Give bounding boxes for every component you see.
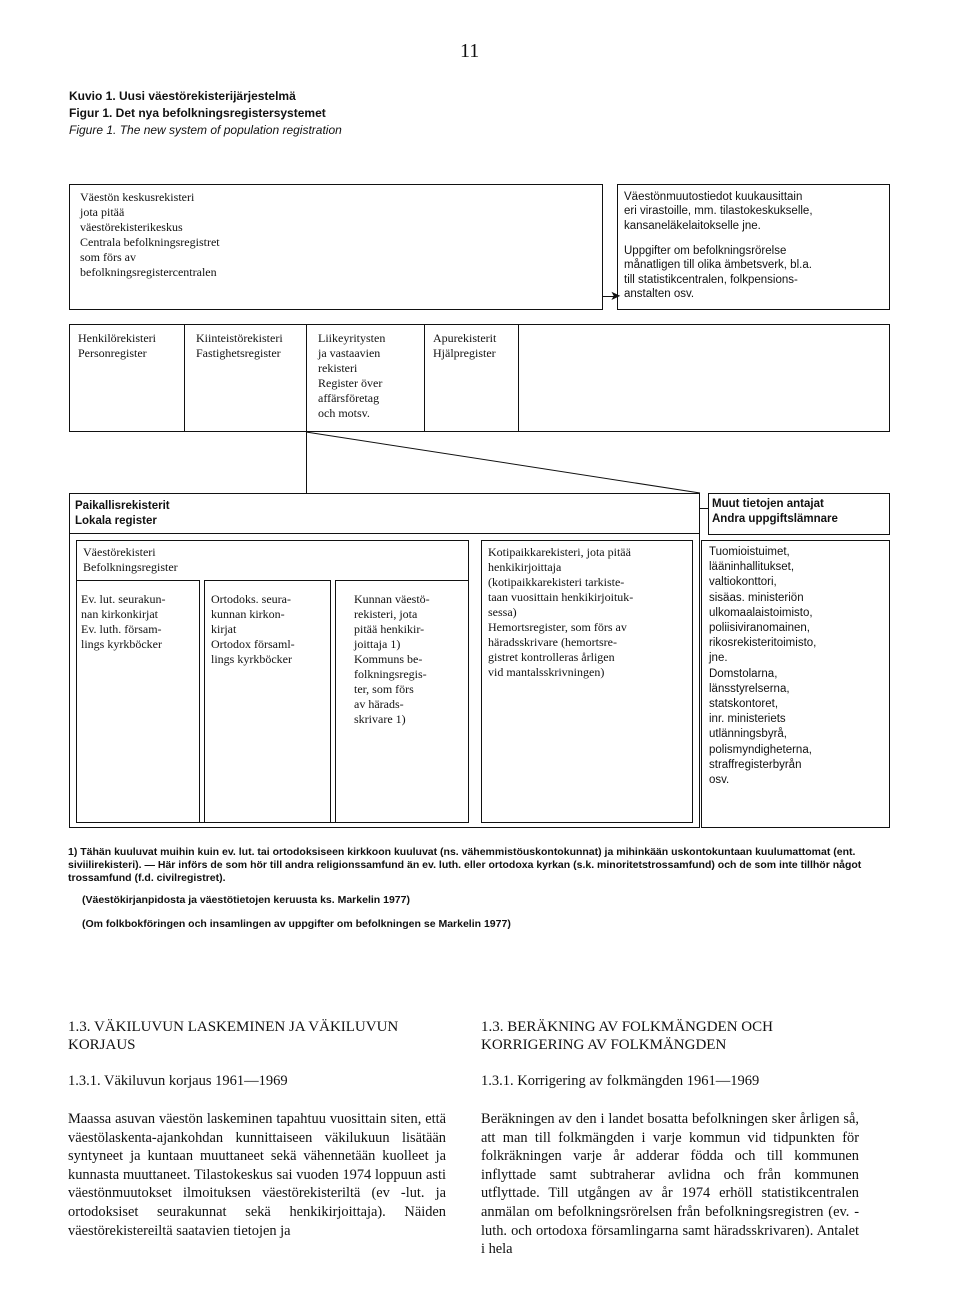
section-heading-sv: 1.3. BERÄKNING AV FOLKMÄNGDEN OCH KORRIGERING AV FOLKMÄNGDEN [481,1019,773,1053]
footnote-1: 1) Tähän kuuluvat muihin kuin ev. lut. tai ortodoksiseen kirkkoon kuuluvat (ns. vähemmistöuskontokunnat) ja mihinkään uskontokuntaan kuulumattomat (ent. siviilirekisteri). — Här införs de som hör till andra religionssamfund än ev. luth. eller ortodoxa kyrkan (s.k. minoritetstrossamfund) och de som inte tillhör något trossamfund (f.d. civilregistret). [68,846,862,884]
caption-en: Figure 1. The new system of population registration [69,123,342,137]
municipal-register-text: Kunnan väestö- rekisteri, jota pitää henkikir- joittaja 1) Kommuns be- folkningsregis- ter, som förs av härads- skrivare 1) [354,592,430,726]
paragraph-sv: Beräkningen av den i landet bosatta befolkningen sker årligen så, att man till folkmängden i varje kommun vid tidpunkten för folkräkningen varje år adderar födda och till kommunen inflyttade samt subtraherar avlidna och från kommunen utflyttade. Till utgången av år 1974 erhöll statistikcentralen anmälan om befolkningsrörelsen från befolkningsregistren (ev. -luth. och ortodoxa församlingarna samt häradsskrivaren). Antalet i hela [481,1111,859,1258]
church-orthodox-text: Ortodoks. seura- kunnan kirkon- kirjat Ortodox församl- lings kyrkböcker [211,592,295,666]
caption-fi: Kuvio 1. Uusi väestörekisterijärjestelmä [69,89,296,103]
section-heading-fi: 1.3. VÄKILUVUN LASKEMINEN JA VÄKILUVUN KORJAUS [68,1019,399,1053]
subsection-heading-fi: 1.3.1. Väkiluvun korjaus 1961—1969 [68,1073,288,1089]
footnote-source-sv: (Om folkbokföringen och insamlingen av uppgifter om befolkningen se Markelin 1977) [82,918,511,930]
paragraph-fi: Maassa asuvan väestön laskeminen tapahtuu vuosittain siten, että väestölaskenta-ajankohdan kunnittaiseen väkilukuun lisätään syntyneet ja kuntaan muuttaneet sekä vähennetään kuolleet ja kunnasta muuttaneet. Tilastokeskus sai vuoden 1974 loppuun asti väestönmuutokset ilmoituksen väestörekisteriltä (ev -lut. ja ortodoksiset seurakunnat sekä henkikirjoittaja). Näiden väestörekistereiltä saatavien tietojen ja [68,1111,446,1239]
page-number: 11 [460,40,480,62]
subregister-business: Liikeyritysten ja vastaavien rekisteri Register över affärsföretag och motsv. [318,331,386,420]
footnote-source-fi: (Väestökirjanpidosta ja väestötietojen keruusta ks. Markelin 1977) [82,894,410,906]
caption-sv: Figur 1. Det nya befolkningsregistersystemet [69,106,326,120]
outputs-text-fi: Väestönmuutostiedot kuukausittain eri virastoille, mm. tilastokeskukselle, kansaneläkelaitokselle jne. [624,191,813,232]
outputs-text-sv: Uppgifter om befolkningsrörelse månatligen till olika ämbetsverk, bl.a. till statistikcentralen, folkpensions- anstalten osv. [624,245,812,301]
subsection-heading-sv: 1.3.1. Korrigering av folkmängden 1961—1969 [481,1073,760,1089]
link-line [700,508,708,509]
domicile-register-text: Kotipaikkarekisteri, jota pitää henkikirjoittaja (kotipaikkarekisteri tarkiste- taan vuosittain henkikirjoituk- sessa) Hemortsregister, som förs av häradsskrivare (hemortsre- gistret kontrolleras årligen vid mantalsskrivningen) [488,545,634,679]
population-register-header: Väestörekisteri Befolkningsregister [83,545,178,574]
other-providers-text: Tuomioistuimet, lääninhallitukset, valtiokonttori, sisäas. ministeriön ulkomaalaistoimisto, poliisiviranomainen, rikosrekisteritoimisto, jne. Domstolarna, länsstyrelserna, statskontoret, inr. ministeriets utlänningsbyrå, polismyndigheterna, straffregisterbyrån osv. [709,546,817,787]
subregister-property: Kiinteistörekisteri Fastighetsregister [196,331,283,360]
central-register-text: Väestön keskusrekisteri jota pitää väestörekisterikeskus Centrala befolkningsregistret som förs av befolkningsregistercentralen [80,190,220,279]
church-lut-text: Ev. lut. seurakun- nan kirkonkirjat Ev. luth. försam- lings kyrkböcker [81,592,166,651]
other-data-header: Muut tietojen antajat Andra uppgiftslämnare [712,498,838,525]
local-registers-header: Paikallisrekisterit Lokala register [75,500,170,527]
subregister-auxiliary: Apurekisterit Hjälpregister [433,331,497,360]
header-divider [69,533,700,534]
connector-diagonal [0,0,960,560]
subregister-person: Henkilörekisteri Personregister [78,331,156,360]
arrow-head-icon: ➤ [610,288,621,303]
